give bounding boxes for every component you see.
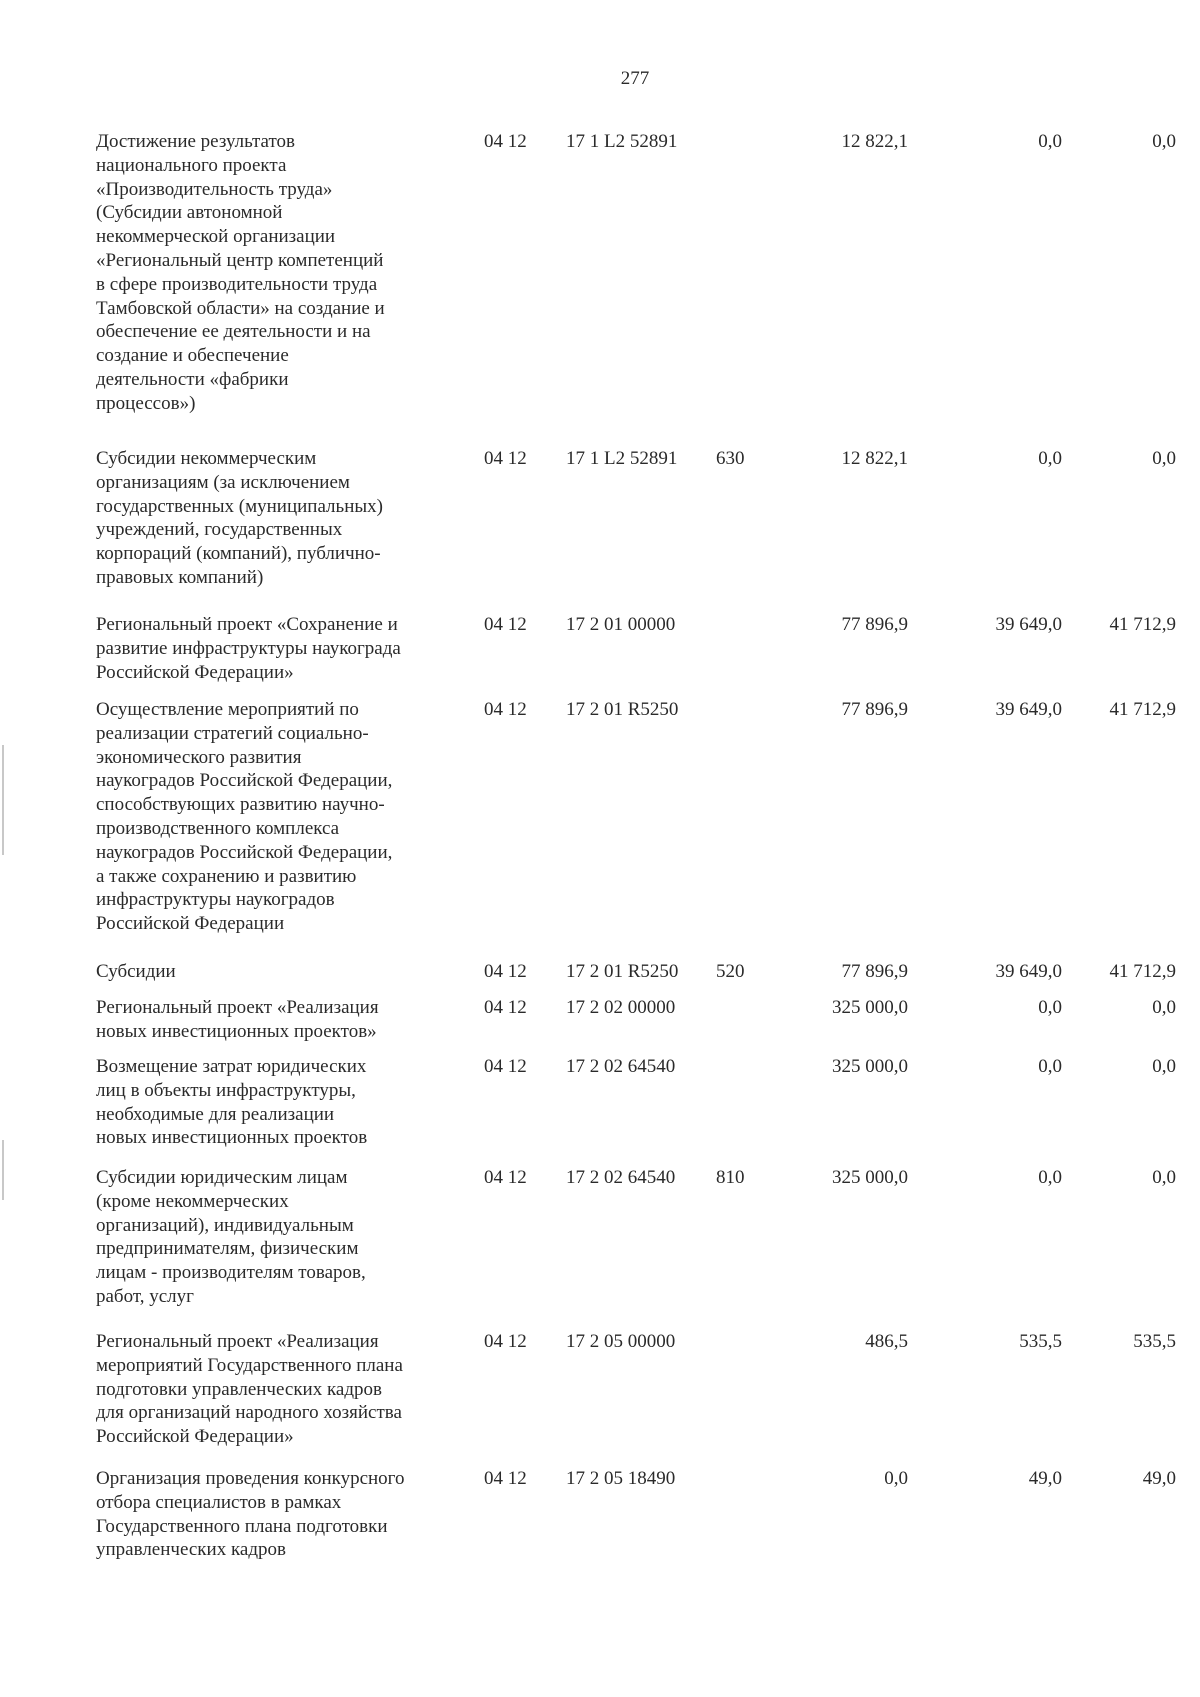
- amount-year-3: 535,5: [1133, 1331, 1176, 1352]
- page-number: 277: [620, 68, 650, 89]
- section-subsection-code: 04 12: [484, 1468, 527, 1489]
- section-subsection-code: 04 12: [484, 614, 527, 635]
- target-article-code: 17 2 02 64540: [566, 1167, 676, 1188]
- item-name: Субсидии: [96, 961, 176, 982]
- target-article-code: 17 2 05 00000: [566, 1331, 676, 1352]
- amount-year-1: 325 000,0: [832, 1167, 908, 1188]
- target-article-code: 17 2 01 R5250: [566, 699, 679, 720]
- section-subsection-code: 04 12: [484, 997, 527, 1018]
- scan-edge-mark-bottom: [2, 1140, 4, 1200]
- expense-type-code: 630: [716, 448, 745, 469]
- target-article-code: 17 2 05 18490: [566, 1468, 676, 1489]
- item-name: Региональный проект «Сохранение и развитие инфраструктуры наукограда Российской Федерации»: [96, 614, 401, 683]
- amount-year-2: 0,0: [1038, 131, 1062, 152]
- amount-year-3: 41 712,9: [1109, 961, 1176, 982]
- item-name: Осуществление мероприятий по реализации стратегий социально- экономического развития наукоградов Российской Федерации, способствующих развитию научно- производственного комплекса наукоградов Российской Федерации, а также сохранению и развитию инфраструктуры наукоградов Российской Федерации: [96, 699, 393, 935]
- section-subsection-code: 04 12: [484, 699, 527, 720]
- amount-year-2: 39 649,0: [995, 614, 1062, 635]
- section-subsection-code: 04 12: [484, 448, 527, 469]
- item-name: Региональный проект «Реализация новых инвестиционных проектов»: [96, 997, 379, 1042]
- target-article-code: 17 2 02 64540: [566, 1056, 676, 1077]
- item-name: Региональный проект «Реализация мероприятий Государственного плана подготовки управленческих кадров для организаций народного хозяйства Российской Федерации»: [96, 1331, 403, 1448]
- item-name: Организация проведения конкурсного отбора специалистов в рамках Государственного плана подготовки управленческих кадров: [96, 1468, 405, 1561]
- amount-year-1: 486,5: [865, 1331, 908, 1352]
- target-article-code: 17 1 L2 52891: [566, 131, 678, 152]
- amount-year-3: 0,0: [1152, 997, 1176, 1018]
- target-article-code: 17 2 01 R5250: [566, 961, 679, 982]
- amount-year-3: 0,0: [1152, 1056, 1176, 1077]
- amount-year-3: 41 712,9: [1109, 699, 1176, 720]
- amount-year-2: 39 649,0: [995, 961, 1062, 982]
- section-subsection-code: 04 12: [484, 1331, 527, 1352]
- amount-year-2: 0,0: [1038, 1167, 1062, 1188]
- amount-year-2: 49,0: [1028, 1468, 1062, 1489]
- amount-year-1: 325 000,0: [832, 1056, 908, 1077]
- target-article-code: 17 2 02 00000: [566, 997, 676, 1018]
- amount-year-2: 0,0: [1038, 1056, 1062, 1077]
- section-subsection-code: 04 12: [484, 961, 527, 982]
- section-subsection-code: 04 12: [484, 131, 527, 152]
- amount-year-1: 12 822,1: [841, 131, 908, 152]
- amount-year-1: 325 000,0: [832, 997, 908, 1018]
- amount-year-3: 0,0: [1152, 1167, 1176, 1188]
- amount-year-3: 49,0: [1142, 1468, 1176, 1489]
- amount-year-1: 12 822,1: [841, 448, 908, 469]
- amount-year-3: 41 712,9: [1109, 614, 1176, 635]
- amount-year-2: 0,0: [1038, 997, 1062, 1018]
- amount-year-2: 535,5: [1019, 1331, 1062, 1352]
- scan-edge-mark-top: [2, 745, 4, 855]
- amount-year-1: 77 896,9: [841, 699, 908, 720]
- expense-type-code: 810: [716, 1167, 745, 1188]
- target-article-code: 17 1 L2 52891: [566, 448, 678, 469]
- amount-year-1: 77 896,9: [841, 614, 908, 635]
- amount-year-2: 0,0: [1038, 448, 1062, 469]
- section-subsection-code: 04 12: [484, 1056, 527, 1077]
- section-subsection-code: 04 12: [484, 1167, 527, 1188]
- item-name: Достижение результатов национального проекта «Производительность труда» (Субсидии автономной некоммерческой организации «Региональный центр компетенций в сфере производительности труда Тамбовской области» на создание и обеспечение ее деятельности и на создание и обеспечение деятельности «фабрики процессов»): [96, 131, 385, 414]
- amount-year-3: 0,0: [1152, 448, 1176, 469]
- amount-year-1: 0,0: [884, 1468, 908, 1489]
- amount-year-2: 39 649,0: [995, 699, 1062, 720]
- item-name: Субсидии некоммерческим организациям (за исключением государственных (муниципальных) учреждений, государственных корпораций (компаний), публично- правовых компаний): [96, 448, 383, 588]
- amount-year-3: 0,0: [1152, 131, 1176, 152]
- target-article-code: 17 2 01 00000: [566, 614, 676, 635]
- amount-year-1: 77 896,9: [841, 961, 908, 982]
- item-name: Возмещение затрат юридических лиц в объекты инфраструктуры, необходимые для реализации новых инвестиционных проектов: [96, 1056, 368, 1149]
- item-name: Субсидии юридическим лицам (кроме некоммерческих организаций), индивидуальным предпринимателям, физическим лицам - производителям товаров, работ, услуг: [96, 1167, 366, 1307]
- expense-type-code: 520: [716, 961, 745, 982]
